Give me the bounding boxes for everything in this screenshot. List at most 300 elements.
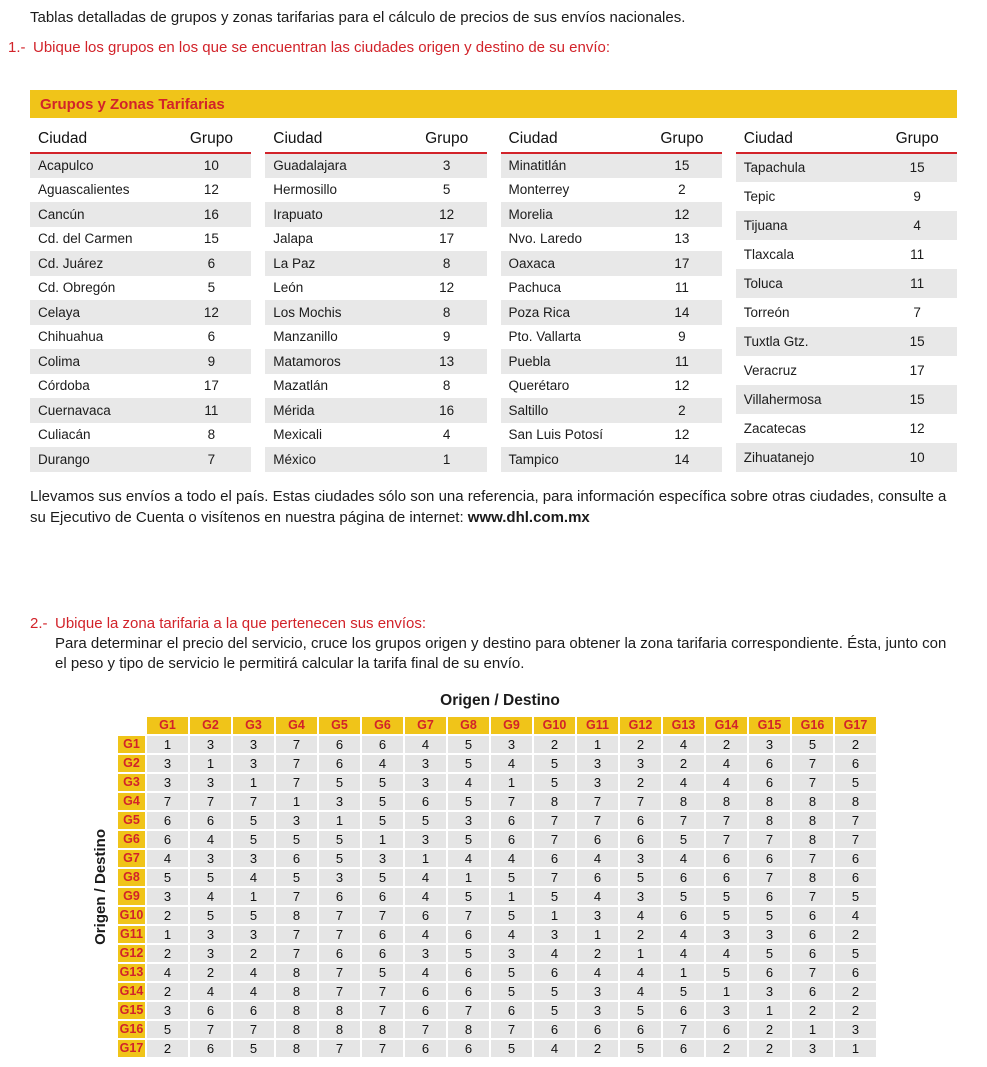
group-number: 12	[674, 378, 690, 394]
zone-cell: 6	[663, 869, 704, 886]
zone-cell: 5	[276, 831, 317, 848]
zone-cell: 4	[577, 850, 618, 867]
zone-cell: 4	[362, 755, 403, 772]
zone-cell: 6	[362, 888, 403, 905]
group-number: 15	[909, 391, 925, 407]
zone-cell: 2	[577, 945, 618, 962]
city-name: Acapulco	[38, 158, 94, 174]
zone-cell: 4	[534, 1040, 575, 1057]
zone-cell: 8	[276, 1002, 317, 1019]
zone-cell: 3	[147, 755, 188, 772]
dhl-url-link[interactable]: www.dhl.com.mx	[467, 508, 590, 526]
zone-cell: 3	[276, 812, 317, 829]
group-number: 7	[207, 451, 216, 467]
zone-cell: 5	[448, 736, 489, 753]
zone-cell: 1	[835, 1040, 876, 1057]
city-name: México	[273, 451, 317, 467]
group-number: 13	[439, 353, 455, 369]
zone-cell: 8	[276, 1021, 317, 1038]
matrix-row-header: G16	[119, 1021, 144, 1036]
zone-cell: 4	[147, 850, 188, 867]
zone-cell: 3	[190, 736, 231, 753]
city-name: Nvo. Laredo	[508, 231, 583, 247]
zone-cell: 1	[620, 945, 661, 962]
zone-cell: 2	[835, 983, 876, 1000]
zone-cell: 5	[620, 1040, 661, 1057]
zone-cell: 2	[620, 774, 661, 791]
zone-cell: 3	[577, 774, 618, 791]
matrix-col-header: G9	[491, 717, 532, 734]
group-number: 8	[442, 304, 451, 320]
zone-cell: 5	[448, 831, 489, 848]
zone-cell: 2	[147, 1040, 188, 1057]
zone-cell: 8	[792, 793, 833, 810]
group-number: 15	[203, 231, 219, 247]
zone-cell: 5	[448, 945, 489, 962]
matrix-row-header: G4	[118, 793, 145, 810]
city-name: Durango	[38, 451, 90, 467]
zone-cell: 6	[749, 850, 790, 867]
zone-cell: 7	[749, 869, 790, 886]
zone-cell: 4	[663, 945, 704, 962]
group-number: 12	[439, 206, 455, 222]
zone-cell: 4	[448, 774, 489, 791]
group-column-header: Grupo	[172, 126, 252, 153]
zone-cell: 3	[749, 736, 790, 753]
group-column-header: Grupo	[642, 126, 722, 153]
zone-cell: 8	[792, 869, 833, 886]
city-column-header: Ciudad	[736, 126, 878, 153]
zone-cell: 5	[534, 774, 575, 791]
zone-cell: 7	[534, 869, 575, 886]
zone-cell: 3	[190, 926, 231, 943]
city-column-header: Ciudad	[265, 126, 407, 153]
city-name: Los Mochis	[273, 304, 342, 320]
city-name: Chihuahua	[38, 329, 104, 345]
zone-cell: 5	[534, 755, 575, 772]
matrix-col-header: G6	[362, 717, 403, 734]
city-name: Cd. Juárez	[38, 255, 104, 271]
group-number: 14	[674, 304, 690, 320]
groups-zones-banner	[30, 90, 957, 118]
city-row	[265, 300, 486, 325]
zone-cell: 3	[706, 926, 747, 943]
city-row	[736, 269, 957, 298]
zone-cell: 5	[491, 907, 532, 924]
coverage-note	[30, 486, 957, 528]
zone-cell: 4	[190, 983, 231, 1000]
zone-cell: 5	[749, 907, 790, 924]
zone-cell: 6	[835, 850, 876, 867]
city-name: Zacatecas	[743, 420, 807, 436]
zone-cell: 4	[233, 964, 274, 981]
zone-cell: 6	[663, 907, 704, 924]
intro-text: Tablas detalladas de grupos y zonas tarifarias para el cálculo de precios de sus envíos nacionales.	[30, 9, 686, 26]
zone-cell: 7	[362, 1002, 403, 1019]
zone-cell: 2	[147, 983, 188, 1000]
zone-cell: 5	[706, 888, 747, 905]
zone-cell: 6	[534, 964, 575, 981]
matrix-col-header: G4	[276, 717, 317, 734]
zone-cell: 3	[620, 888, 661, 905]
zone-cell: 1	[706, 983, 747, 1000]
city-group-table-1	[30, 126, 251, 472]
zone-cell: 4	[620, 907, 661, 924]
city-group-table-4	[736, 126, 957, 472]
zone-cell: 5	[706, 964, 747, 981]
group-number: 17	[203, 378, 219, 394]
matrix-col-header: G8	[448, 717, 489, 734]
city-row	[30, 227, 251, 252]
group-number: 6	[207, 255, 216, 271]
city-row	[265, 227, 486, 252]
zone-cell: 7	[534, 812, 575, 829]
zone-cell: 4	[620, 983, 661, 1000]
city-name: Jalapa	[273, 231, 314, 247]
zone-cell: 6	[792, 945, 833, 962]
city-name: Hermosillo	[273, 182, 338, 198]
zone-cell: 4	[405, 736, 446, 753]
zone-cell: 2	[835, 1002, 876, 1019]
city-name: Tlaxcala	[743, 246, 795, 262]
city-row	[501, 423, 722, 448]
zone-cell: 3	[577, 1002, 618, 1019]
zone-cell: 2	[706, 736, 747, 753]
zone-cell: 6	[491, 831, 532, 848]
group-number: 11	[910, 246, 925, 262]
zone-cell: 3	[147, 1002, 188, 1019]
zone-cell: 1	[405, 850, 446, 867]
matrix-row-header: G15	[119, 1002, 144, 1017]
group-number: 12	[674, 206, 690, 222]
zone-cell: 3	[233, 736, 274, 753]
group-number: 10	[203, 158, 219, 174]
city-name: Guadalajara	[273, 158, 347, 174]
zone-cell: 6	[147, 831, 188, 848]
group-number: 5	[207, 280, 216, 296]
group-number: 12	[203, 304, 219, 320]
city-name: La Paz	[273, 255, 316, 271]
city-row	[736, 327, 957, 356]
zone-cell: 3	[448, 812, 489, 829]
zone-cell: 5	[620, 869, 661, 886]
zone-cell: 7	[792, 850, 833, 867]
zone-cell: 2	[147, 907, 188, 924]
zone-cell: 7	[835, 831, 876, 848]
zone-cell: 3	[362, 850, 403, 867]
city-name: Culiacán	[38, 427, 91, 443]
matrix-row	[118, 1040, 876, 1057]
zone-cell: 8	[792, 831, 833, 848]
zone-cell: 6	[405, 1002, 446, 1019]
city-name: Córdoba	[38, 378, 90, 394]
matrix-row-header: G12	[119, 945, 144, 960]
zone-cell: 2	[835, 926, 876, 943]
zone-cell: 4	[534, 945, 575, 962]
zone-cell: 6	[620, 831, 661, 848]
city-row	[30, 153, 251, 178]
zone-cell: 3	[792, 1040, 833, 1057]
matrix-col-header: G2	[190, 717, 231, 734]
zone-cell: 1	[147, 736, 188, 753]
city-row	[30, 251, 251, 276]
matrix-row	[118, 907, 876, 924]
zone-cell: 8	[706, 793, 747, 810]
section1-title: Ubique los grupos en los que se encuentran las ciudades origen y destino de su envío:	[33, 39, 611, 56]
group-number: 12	[439, 280, 455, 296]
zone-cell: 7	[147, 793, 188, 810]
zone-matrix-area	[92, 692, 878, 1059]
city-name: Poza Rica	[508, 304, 571, 320]
zone-cell: 5	[749, 945, 790, 962]
city-row	[501, 251, 722, 276]
zone-cell: 4	[448, 850, 489, 867]
matrix-row	[118, 1002, 876, 1019]
zone-cell: 6	[491, 812, 532, 829]
zone-cell: 3	[577, 755, 618, 772]
matrix-row	[118, 983, 876, 1000]
group-number: 2	[678, 402, 686, 418]
group-number: 9	[442, 329, 451, 345]
zone-cell: 1	[276, 793, 317, 810]
matrix-row	[118, 850, 876, 867]
zone-cell: 6	[448, 983, 489, 1000]
zone-cell: 2	[706, 1040, 747, 1057]
city-name: Manzanillo	[273, 329, 338, 345]
zone-cell: 6	[706, 1021, 747, 1038]
matrix-row-header: G11	[118, 926, 145, 943]
zone-cell: 7	[276, 926, 317, 943]
matrix-row-header: G3	[118, 774, 145, 791]
city-name: Mazatlán	[273, 378, 329, 394]
zone-cell: 4	[190, 888, 231, 905]
matrix-col-header: G7	[405, 717, 446, 734]
zone-cell: 7	[792, 888, 833, 905]
zone-cell: 6	[749, 774, 790, 791]
zone-cell: 3	[620, 755, 661, 772]
city-name: Cd. Obregón	[38, 280, 116, 296]
matrix-row	[118, 869, 876, 886]
zone-cell: 8	[276, 1040, 317, 1057]
zone-cell: 5	[491, 964, 532, 981]
city-name: Aguascalientes	[38, 182, 130, 198]
zone-cell: 4	[577, 888, 618, 905]
zone-cell: 6	[448, 1040, 489, 1057]
zone-cell: 6	[448, 964, 489, 981]
matrix-col-header: G17	[835, 717, 876, 734]
zone-cell: 7	[663, 1021, 704, 1038]
zone-cell: 1	[792, 1021, 833, 1038]
group-number: 8	[442, 255, 451, 271]
zone-cell: 4	[663, 926, 704, 943]
zone-cell: 4	[663, 850, 704, 867]
matrix-row-header: G10	[119, 907, 144, 922]
zone-cell: 5	[319, 774, 360, 791]
group-number: 14	[674, 451, 690, 467]
zone-cell: 5	[276, 869, 317, 886]
group-column-header: Grupo	[877, 126, 957, 153]
zone-cell: 6	[577, 831, 618, 848]
zone-cell: 6	[190, 1002, 231, 1019]
zone-cell: 7	[276, 888, 317, 905]
zone-cell: 5	[362, 793, 403, 810]
zone-cell: 7	[792, 964, 833, 981]
zone-matrix-table	[116, 715, 878, 1059]
zone-cell: 6	[233, 1002, 274, 1019]
zone-cell: 4	[491, 850, 532, 867]
group-number: 3	[442, 158, 451, 174]
group-number: 1	[442, 451, 451, 467]
section1-number: 1.-	[8, 39, 26, 56]
zone-cell: 8	[749, 812, 790, 829]
zone-cell: 6	[405, 793, 446, 810]
matrix-row-header: G1	[118, 736, 145, 753]
city-name: Tuxtla Gtz.	[743, 333, 809, 349]
zone-cell: 6	[577, 1021, 618, 1038]
zone-cell: 3	[491, 736, 532, 753]
city-row	[736, 356, 957, 385]
zone-cell: 6	[706, 869, 747, 886]
city-name: Cd. del Carmen	[38, 231, 133, 247]
zone-cell: 5	[706, 907, 747, 924]
matrix-row-header: G7	[118, 850, 145, 867]
city-name: Torreón	[743, 304, 790, 320]
city-name: Oaxaca	[508, 255, 556, 271]
zone-cell: 7	[491, 1021, 532, 1038]
zone-cell: 6	[792, 907, 833, 924]
matrix-row-header: G5	[118, 812, 145, 829]
zone-cell: 1	[319, 812, 360, 829]
city-row	[501, 325, 722, 350]
city-name: Tepic	[743, 188, 776, 204]
zone-cell: 4	[405, 926, 446, 943]
zone-cell: 1	[491, 774, 532, 791]
zone-cell: 1	[190, 755, 231, 772]
zone-cell: 5	[534, 983, 575, 1000]
zone-cell: 6	[749, 755, 790, 772]
city-row	[501, 153, 722, 178]
city-row	[736, 298, 957, 327]
zone-cell: 4	[233, 983, 274, 1000]
matrix-col-header: G13	[663, 717, 704, 734]
zone-cell: 8	[448, 1021, 489, 1038]
group-number: 12	[674, 427, 690, 443]
group-number: 12	[909, 420, 925, 436]
zone-cell: 4	[233, 869, 274, 886]
zone-cell: 6	[620, 812, 661, 829]
zone-cell: 3	[319, 869, 360, 886]
zone-cell: 7	[792, 755, 833, 772]
group-column-header: Grupo	[407, 126, 487, 153]
city-row	[501, 202, 722, 227]
zone-cell: 4	[706, 774, 747, 791]
matrix-col-header: G10	[534, 717, 575, 734]
zone-cell: 2	[663, 755, 704, 772]
zone-cell: 3	[749, 983, 790, 1000]
group-number: 15	[909, 160, 925, 176]
group-number: 10	[909, 449, 925, 465]
zone-cell: 8	[835, 793, 876, 810]
matrix-col-header: G12	[620, 717, 661, 734]
zone-cell: 7	[491, 793, 532, 810]
zone-cell: 4	[147, 964, 188, 981]
zone-cell: 7	[577, 793, 618, 810]
zone-cell: 6	[835, 964, 876, 981]
city-group-tables	[30, 126, 957, 472]
zone-cell: 5	[190, 869, 231, 886]
zone-cell: 3	[620, 850, 661, 867]
zone-cell: 3	[577, 907, 618, 924]
zone-cell: 3	[577, 983, 618, 1000]
city-name: Toluca	[743, 275, 783, 291]
zone-cell: 6	[362, 926, 403, 943]
zone-cell: 3	[405, 945, 446, 962]
zone-cell: 6	[620, 1021, 661, 1038]
group-number: 11	[204, 402, 219, 418]
city-row	[265, 276, 486, 301]
city-name: Cancún	[38, 206, 85, 222]
zone-cell: 8	[362, 1021, 403, 1038]
zone-cell: 1	[233, 888, 274, 905]
zone-cell: 7	[405, 1021, 446, 1038]
group-number: 9	[207, 353, 216, 369]
zone-cell: 6	[405, 983, 446, 1000]
group-number: 4	[913, 217, 921, 233]
group-number: 11	[910, 275, 925, 291]
city-row	[30, 349, 251, 374]
matrix-corner	[118, 717, 145, 734]
city-row	[501, 178, 722, 203]
zone-cell: 6	[362, 945, 403, 962]
matrix-row-header: G8	[118, 869, 145, 886]
zone-cell: 7	[276, 755, 317, 772]
zone-cell: 8	[663, 793, 704, 810]
city-row	[736, 211, 957, 240]
city-name: Mexicali	[273, 427, 323, 443]
zone-cell: 5	[362, 964, 403, 981]
matrix-row-header: G13	[119, 964, 144, 979]
zone-cell: 7	[276, 736, 317, 753]
zone-cell: 1	[362, 831, 403, 848]
city-group-table-3	[501, 126, 722, 472]
zone-cell: 3	[534, 926, 575, 943]
group-number: 8	[207, 427, 216, 443]
city-name: Colima	[38, 353, 81, 369]
zone-cell: 6	[405, 1040, 446, 1057]
matrix-col-header: G14	[706, 717, 747, 734]
zone-cell: 1	[577, 926, 618, 943]
city-name: Tampico	[508, 451, 559, 467]
section2-heading	[30, 614, 957, 634]
zone-cell: 3	[749, 926, 790, 943]
city-row	[265, 374, 486, 399]
zone-cell: 5	[792, 736, 833, 753]
zone-cell: 4	[405, 888, 446, 905]
matrix-row-header: G14	[119, 983, 144, 998]
matrix-row	[118, 736, 876, 753]
matrix-col-header: G15	[749, 717, 790, 734]
zone-cell: 1	[147, 926, 188, 943]
zone-cell: 7	[362, 907, 403, 924]
city-row	[736, 385, 957, 414]
zone-cell: 5	[620, 1002, 661, 1019]
zone-cell: 4	[190, 831, 231, 848]
matrix-row	[118, 1021, 876, 1038]
zone-cell: 4	[577, 964, 618, 981]
zone-cell: 7	[792, 774, 833, 791]
zone-cell: 7	[706, 831, 747, 848]
zone-cell: 5	[663, 831, 704, 848]
